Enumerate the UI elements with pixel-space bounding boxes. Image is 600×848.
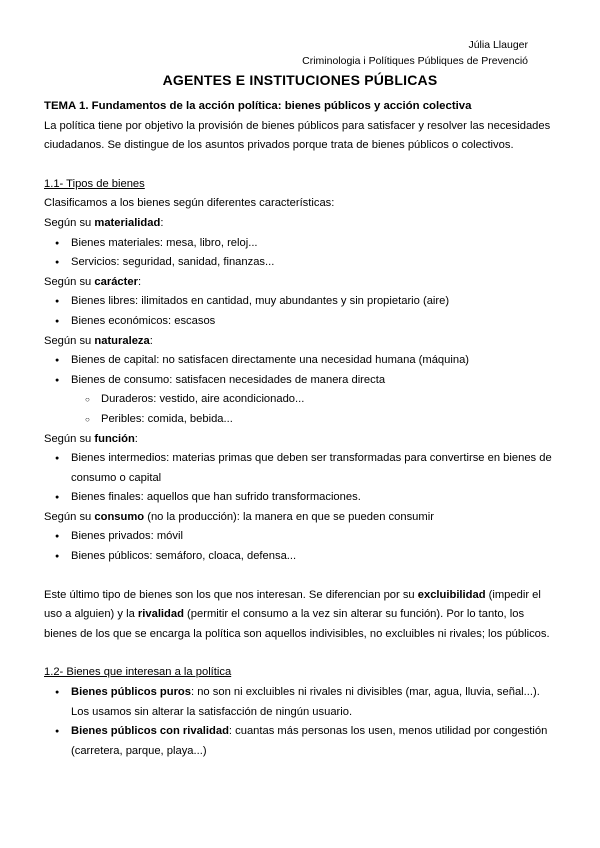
list-item: ● Bienes públicos: semáforo, cloaca, defensa... [44, 547, 558, 567]
author-name: Júlia Llauger [468, 39, 528, 51]
closing-paragraph: Este último tipo de bienes son los que nos interesan. Se diferencian por su excluibilidad (impedir el uso a alguien) y la rivalidad (permitir el consumo a la vez sin alterar su función). Por lo tanto, los bienes de los que se encarga la política son aquellos indivisibles, no excluibles ni rivales; los públicos. [44, 588, 550, 640]
list-item: ● Bienes finales: aquellos que han sufrido transformaciones. [44, 488, 558, 508]
list-item: ● Bienes económicos: escasos [44, 312, 558, 332]
sub-list-item: ○ Duraderos: vestido, aire acondicionado... [44, 390, 558, 410]
classification-label-naturaleza: Según su naturaleza: [44, 334, 153, 347]
intro-paragraph: La política tiene por objetivo la provisión de bienes públicos para satisfacer y resolver las necesidades ciudadanos. Se distingue de los asuntos privados porque trata de bienes públicos o colectivos. [44, 119, 551, 152]
sub-list-item: ○ Peribles: comida, bebida... [44, 410, 558, 430]
classification-label-funcion: Según su función: [44, 432, 138, 445]
classification-label-materialidad: Según su materialidad: [44, 216, 164, 229]
list-item: ● Bienes de capital: no satisfacen directamente una necesidad humana (máquina) [44, 351, 558, 371]
section-lead: Clasificamos a los bienes según diferentes características: [44, 197, 335, 210]
course-name: Criminologia i Polítiques Públiques de Prevenció [302, 55, 528, 67]
classification-label-consumo: Según su consumo (no la producción): la manera en que se pueden consumir [44, 510, 434, 523]
page-header [302, 37, 528, 69]
list-item: ● Bienes públicos puros: no son ni excluibles ni rivales ni divisibles (mar, agua, lluvia, señal...). Los usamos sin alterar la satisfacción de ningún usuario. [44, 683, 558, 722]
bullet-list [44, 527, 558, 566]
bullet-list [44, 292, 558, 331]
list-item: ● Bienes de consumo: satisfacen necesidades de manera directa [44, 371, 558, 391]
document-body [44, 97, 558, 761]
document-title: AGENTES E INSTITUCIONES PÚBLICAS [162, 72, 438, 88]
list-item: ● Bienes públicos con rivalidad: cuantas más personas los usen, menos utilidad por congestión (carretera, parque, playa...) [44, 722, 558, 761]
list-item: ● Servicios: seguridad, sanidad, finanzas... [44, 253, 558, 273]
bullet-list [44, 234, 558, 273]
topic-heading: TEMA 1. Fundamentos de la acción política: bienes públicos y acción colectiva [44, 100, 472, 112]
list-item: ● Bienes libres: ilimitados en cantidad, muy abundantes y sin propietario (aire) [44, 292, 558, 312]
bullet-list [44, 351, 558, 429]
list-item: ● Bienes materiales: mesa, libro, reloj... [44, 234, 558, 254]
bullet-list [44, 449, 558, 508]
section-heading-1-1: 1.1- Tipos de bienes [44, 177, 145, 190]
bullet-list [44, 683, 558, 761]
section-heading-1-2: 1.2- Bienes que interesan a la política [44, 666, 232, 679]
list-item: ● Bienes privados: móvil [44, 527, 558, 547]
classification-label-caracter: Según su carácter: [44, 275, 142, 288]
list-item: ● Bienes intermedios: materias primas que deben ser transformadas para convertirse en bienes de consumo o capital [44, 449, 558, 488]
